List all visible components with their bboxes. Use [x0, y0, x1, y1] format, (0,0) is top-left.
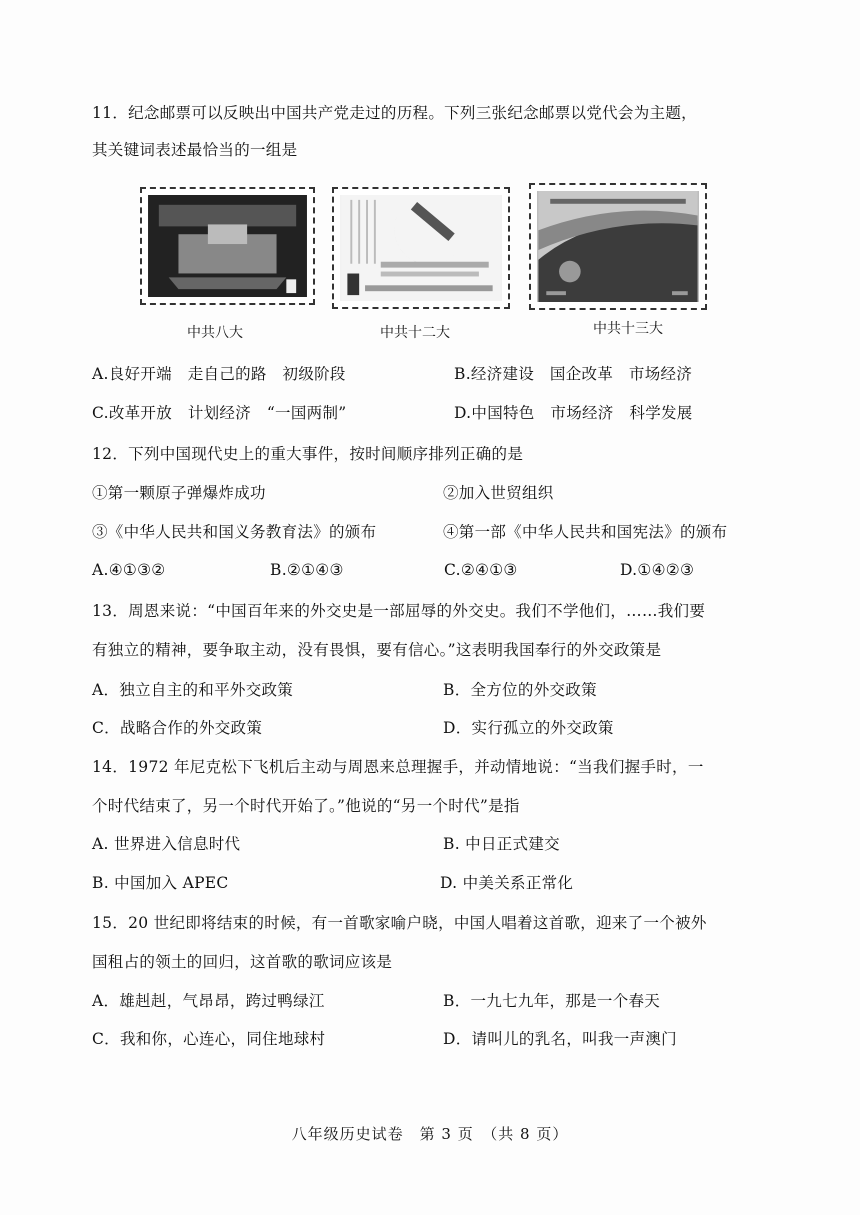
q11-stem-line2: 其关键词表述最恰当的一组是 [92, 141, 298, 159]
q15-option-d[interactable]: D．请叫儿的乳名，叫我一声澳门 [443, 1030, 677, 1048]
q13-option-a[interactable]: A．独立自主的和平外交政策 [92, 681, 294, 699]
q13-option-b[interactable]: B．全方位的外交政策 [443, 681, 597, 699]
q14-option-c[interactable]: B. 中国加入 APEC [92, 874, 229, 892]
stamp-13th-congress-art [537, 191, 699, 302]
q15-option-b[interactable]: B．一九七九年，那是一个春天 [443, 992, 661, 1010]
stamp-8th-congress-art [148, 195, 307, 297]
q14-option-b[interactable]: B. 中日正式建交 [443, 835, 560, 853]
stamp-image-12th-congress [332, 187, 510, 309]
q14-stem-line2: 个时代结束了，另一个时代开始了。”他说的“另一个时代”是指 [92, 797, 520, 815]
stamp-caption-13th: 中共十三大 [593, 321, 663, 337]
q12-option-c[interactable]: C.②④①③ [444, 561, 518, 579]
q11-option-c[interactable]: C.改革开放 计划经济 “一国两制” [92, 404, 347, 422]
q12-option-b[interactable]: B.②①④③ [270, 561, 344, 579]
page-footer: 八年级历史试卷 第 3 页 （共 8 页） [291, 1125, 569, 1143]
q12-stem: 12．下列中国现代史上的重大事件，按时间顺序排列正确的是 [92, 445, 524, 463]
q13-stem-line2: 有独立的精神，要争取主动，没有畏惧，要有信心。”这表明我国奉行的外交政策是 [92, 641, 662, 659]
q11-option-d[interactable]: D.中国特色 市场经济 科学发展 [454, 404, 693, 422]
q15-option-a[interactable]: A．雄赳赳，气昂昂，跨过鸭绿江 [92, 992, 325, 1010]
stamp-image-8th-congress [140, 187, 315, 305]
q12-event-4: ④第一部《中华人民共和国宪法》的颁布 [443, 523, 728, 541]
q13-stem-line1: 13．周恩来说：“中国百年来的外交史是一部屈辱的外交史。我们不学他们，……我们要 [92, 602, 706, 620]
q11-option-a[interactable]: A.良好开端 走自己的路 初级阶段 [92, 365, 346, 383]
q12-event-3: ③《中华人民共和国义务教育法》的颁布 [92, 523, 377, 541]
q12-option-a[interactable]: A.④①③② [92, 561, 166, 579]
stamp-image-13th-congress [529, 183, 707, 310]
q12-event-2: ②加入世贸组织 [443, 484, 554, 502]
q15-option-c[interactable]: C．我和你，心连心，同住地球村 [92, 1030, 326, 1048]
stamp-caption-12th: 中共十二大 [380, 325, 450, 341]
q14-option-a[interactable]: A. 世界进入信息时代 [92, 835, 241, 853]
stamp-caption-8th: 中共八大 [187, 325, 243, 341]
q13-option-d[interactable]: D．实行孤立的外交政策 [443, 719, 614, 737]
q15-stem-line2: 国租占的领土的回归，这首歌的歌词应该是 [92, 953, 393, 971]
q13-option-c[interactable]: C．战略合作的外交政策 [92, 719, 263, 737]
hammer-sickle-icon [340, 195, 502, 301]
q14-stem-line1: 14．1972 年尼克松下飞机后主动与周恩来总理握手，并动情地说：“当我们握手时，一 [92, 758, 704, 776]
q11-option-b[interactable]: B.经济建设 国企改革 市场经济 [454, 365, 693, 383]
q12-event-1: ①第一颗原子弹爆炸成功 [92, 484, 266, 502]
q12-option-d[interactable]: D.①④②③ [620, 561, 695, 579]
q15-stem-line1: 15．20 世纪即将结束的时候，有一首歌家喻户晓，中国人唱着这首歌，迎来了一个被外 [92, 914, 707, 932]
q11-stem-line1: 11．纪念邮票可以反映出中国共产党走过的历程。下列三张纪念邮票以党代会为主题， [92, 104, 697, 122]
q14-option-d[interactable]: D. 中美关系正常化 [440, 874, 574, 892]
